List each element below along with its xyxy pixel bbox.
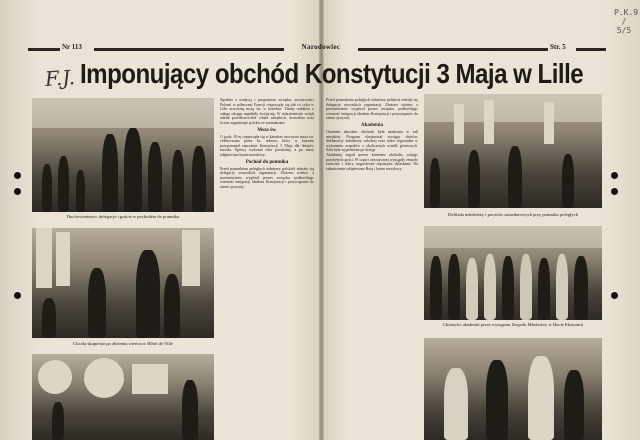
- handwritten-annotation: F.J.: [44, 64, 76, 92]
- photo-caption: Chórzyści akademii przez występem Zespołu Młodzieży w Hucie Ekonomii: [442, 322, 584, 327]
- photo-caption: Duchowieństwo, delegacje i goście w pochodzie do pomnika: [66, 214, 180, 219]
- masthead-rule-middle-left: [94, 48, 284, 51]
- article-column-1: [220, 98, 314, 440]
- subheading: Pochód do pomnika: [245, 159, 289, 165]
- photo-caption: Chwila skupienia po złożeniu wieńca w Hôtel de Ville: [73, 341, 173, 346]
- article-text: Przed pomnikiem poległych żołnierzy polskich zebrały się delegacje wszystkich organizacji. Złożono wieńce, a przemówienie wygłosił prezes związku, podkreślając wierność emigracji ideałom Konstytucji i przywiązanie do ziemi ojczystej.: [326, 98, 418, 121]
- article-text: Ostatnim akordem obchodu była akademia w sali miejskiej. Program obejmował występy chórów, deklamacje młodzieży szkolnej oraz tańce regionalne w wykonaniu zespołów z okolicznych osiedli górniczych. Sala była wypełniona po brzegi.: [326, 129, 418, 153]
- article-text: O godz. 10-ej rozpoczęła się w katedrze uroczysta msza św. celebrowana przez ks. rektora, który w kazaniu przypomniał znaczenie Konstytucji 3 Maja dla dziejów narodu. Śpiewy wykonał chór parafialny, a po mszy odśpiewano hymn narodowy.: [220, 134, 314, 157]
- photo-choir: [424, 226, 602, 320]
- article-text: Przed pomnikiem poległych żołnierzy polskich zebrały się delegacje wszystkich organizacji. Złożono wieńce, a przemówienie wygłosił prezes związku, podkreślając wierność emigracji ideałom Konstytucji i przywiązanie do ziemi ojczystej.: [220, 166, 314, 189]
- subheading: Msza św.: [257, 127, 277, 133]
- masthead-rule-middle-right: [358, 48, 548, 51]
- photo-parade: [424, 94, 602, 208]
- subheading: Akademia: [361, 122, 383, 128]
- masthead-rule-left: [28, 48, 60, 51]
- article-text: Akademię zagaił prezes komitetu obchodu, witając przybyłych gości. W części artystycznej wystąpiły zespoły taneczne i chóry, nagrodzone rzęsistymi oklaskami. Na zakończenie odśpiewano Rotę i hymn narodowy.: [326, 152, 418, 171]
- paper-name: Narodowiec: [301, 43, 341, 51]
- photo-caption: Defilada młodzieży i pocztów sztandarowych przy pomniku poległych: [448, 212, 578, 217]
- article-column-2: [326, 98, 418, 440]
- photo-dancers: [424, 338, 602, 440]
- masthead-rule-right: [576, 48, 606, 51]
- photo-banners: [32, 354, 214, 440]
- issue-number: Nr 113: [62, 43, 82, 51]
- margin-note: P.K.9 / 5/5: [614, 8, 639, 35]
- binding-hole-icon: [611, 292, 618, 299]
- binding-hole-icon: [14, 292, 21, 299]
- binding-hole-icon: [14, 172, 21, 179]
- photo-wreath: [32, 228, 214, 338]
- page-number: Str. 5: [550, 43, 566, 51]
- binding-hole-icon: [611, 188, 618, 195]
- binding-hole-icon: [14, 188, 21, 195]
- article-text: Zgodnie z tradycją i programem związku, uroczystości Polonii w północnej Francji rozpoczęły się jak co roku w Lille uroczystą mszą św. w katedrze. Tłumy rodaków z całego okręgu napełniły świątynię. W nabożeństwie wzięli udział przedstawiciele władz miejskich, konsulatu oraz liczne organizacje polskie ze sztandarami.: [220, 98, 314, 125]
- photo-procession: [32, 98, 214, 212]
- page-headline: Imponujący obchód Konstytucji 3 Maja w Lille: [80, 58, 584, 89]
- binding-hole-icon: [611, 172, 618, 179]
